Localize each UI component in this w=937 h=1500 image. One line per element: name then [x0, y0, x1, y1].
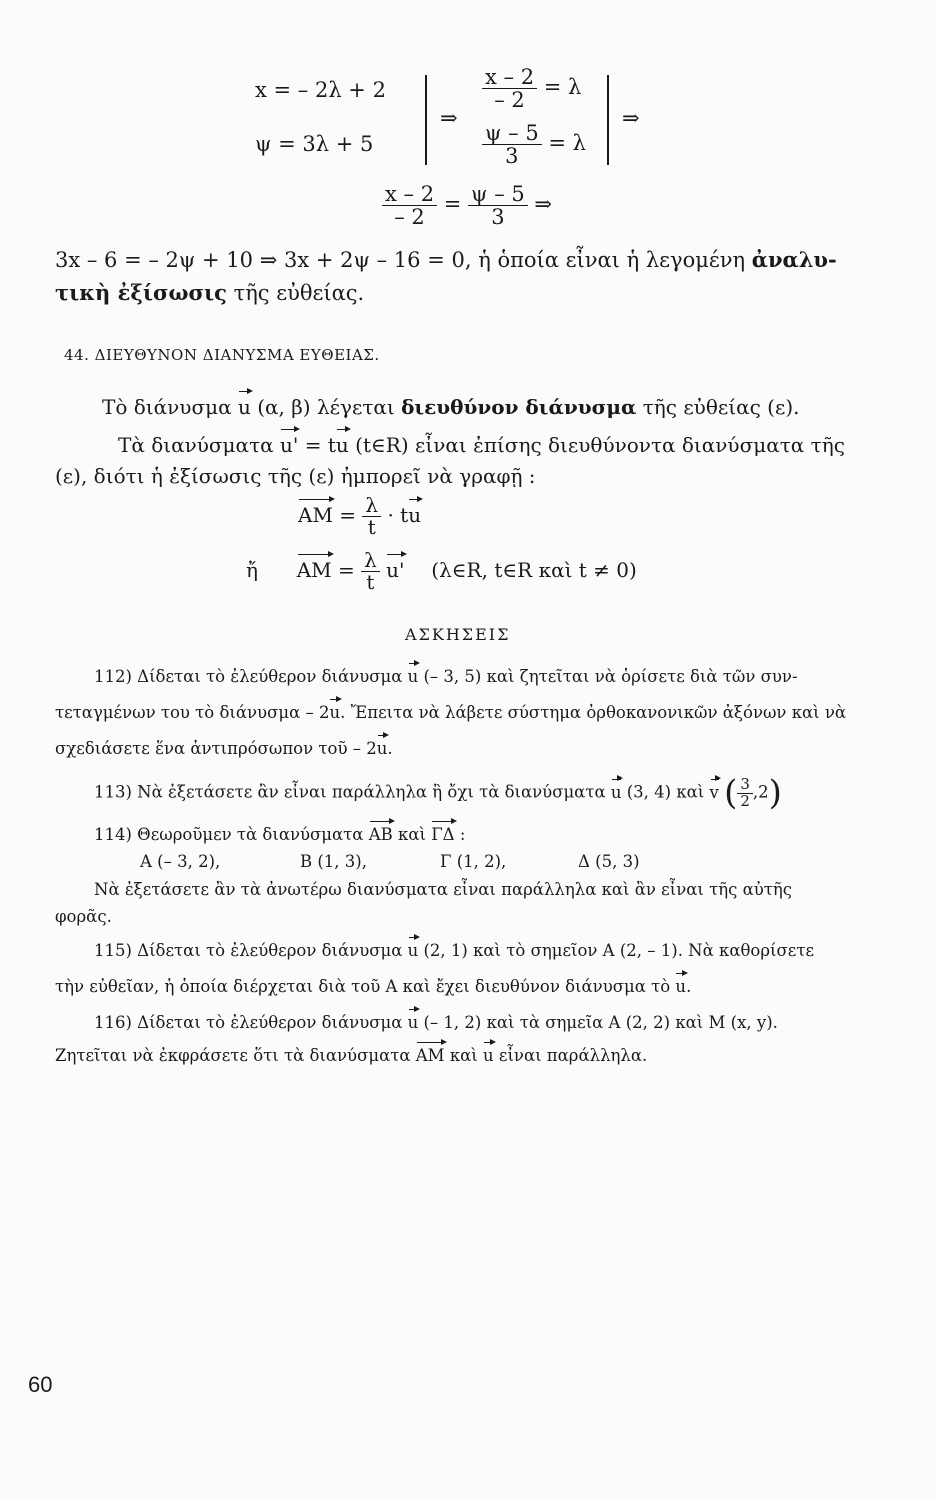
- text: (2, 1) καὶ τὸ σημεῖον A (2, – 1). Νὰ καθορίσετε: [423, 941, 814, 960]
- fraction-y: [482, 122, 586, 167]
- analytic-term-part2: τικὴ ἐξίσωσις: [55, 280, 227, 305]
- equation-y: ψ = 3λ + 5: [255, 132, 374, 156]
- vector-u: u: [408, 503, 422, 527]
- text: (– 3, 5) καὶ ζητεῖται νὰ ὁρίσετε διὰ τῶν συν-: [423, 667, 798, 686]
- system-bracket-right: [607, 75, 609, 165]
- exercise-114-line-1: [94, 825, 465, 844]
- exercise-114-line-3: φορᾶς.: [55, 907, 112, 926]
- exercise-112-line-1: [94, 667, 798, 686]
- text: καὶ: [449, 1046, 478, 1065]
- vector-equation-2: [246, 550, 637, 593]
- text: Ζητεῖται νὰ ἐκφράσετε ὅτι τὰ διανύσματα: [55, 1046, 411, 1065]
- section-heading: 44. ΔΙΕΥΘΥΝΟΝ ΔΙΑΝΥΣΜΑ ΕΥΘΕΙΑΣ.: [64, 346, 380, 364]
- vector-u: u: [407, 941, 419, 960]
- text: . Ἔπειτα νὰ λάβετε σύστημα ὀρθοκανονικῶν ἀξόνων καὶ νὰ: [340, 703, 847, 722]
- combined-den-1: – 2: [394, 205, 425, 230]
- text: (3, 4) καὶ: [626, 782, 705, 802]
- text: (t∈R) εἶναι ἐπίσης διευθύνοντα διανύσματα τῆς: [355, 433, 845, 457]
- cartesian-equation-line-2: [55, 280, 364, 305]
- exercise-112-line-3: [55, 739, 393, 758]
- fraction-x-numerator: x – 2: [482, 66, 537, 89]
- close-paren: ): [768, 773, 782, 813]
- combined-ratio: [382, 183, 552, 228]
- text: τῆς εὐθείας (ε).: [642, 395, 800, 419]
- vector-v: v: [709, 782, 719, 802]
- exercise-114-line-2: Νὰ ἐξετάσετε ἂν τὰ ἀνωτέρω διανύσματα εἶναι παράλληλα καὶ ἂν εἶναι τῆς αὐτῆς: [94, 880, 793, 899]
- text: καὶ: [398, 825, 426, 844]
- vector-u: u: [335, 433, 349, 457]
- vector-u: u: [237, 395, 251, 419]
- text: 112) Δίδεται τὸ ἐλεύθερον διάνυσμα: [94, 667, 403, 686]
- analytic-term-part1: ἀναλυ-: [751, 247, 837, 272]
- equals-lambda-2: = λ: [548, 131, 586, 156]
- text: 115) Δίδεται τὸ ἐλεύθερον διάνυσμα: [94, 941, 403, 960]
- text: σχεδιάσετε ἕνα ἀντιπρόσωπον τοῦ – 2: [55, 739, 377, 758]
- exercises-heading: ΑΣΚΗΣΕΙΣ: [405, 625, 511, 644]
- vector-u: u: [376, 739, 388, 758]
- vector-u: u: [329, 703, 341, 722]
- t: t: [400, 503, 409, 527]
- vector-u: u: [675, 977, 687, 996]
- vector-GD: ΓΔ: [431, 825, 455, 844]
- vector-u-prime: u': [386, 558, 405, 582]
- equation-x: x = – 2λ + 2: [255, 78, 386, 102]
- implies-arrow-2: ⇒: [622, 106, 640, 130]
- defined-term: διευθύνον διάνυσμα: [401, 395, 637, 419]
- lambda: λ: [362, 495, 381, 517]
- of-the-line-text: τῆς εὐθείας.: [233, 281, 365, 305]
- text: Τὸ διάνυσμα: [102, 395, 232, 419]
- implies-arrow-1: ⇒: [440, 106, 458, 130]
- equation-intro-line: (ε), διότι ἡ ἐξίσωσις τῆς (ε) ἠμπορεῖ νὰ γραφῇ :: [55, 464, 536, 488]
- vector-AM: AM: [298, 503, 333, 527]
- exercise-113: [94, 773, 782, 813]
- fraction-x-denominator: – 2: [494, 88, 525, 113]
- or: ἤ: [246, 558, 258, 582]
- text: :: [459, 825, 466, 844]
- equals: =: [337, 558, 355, 582]
- vector-u: u: [407, 1013, 419, 1032]
- text: (– 1, 2) καὶ τὰ σημεῖα A (2, 2) καὶ M (x, y).: [423, 1013, 778, 1032]
- conditions: (λ∈R, t∈R καὶ t ≠ 0): [431, 558, 637, 582]
- combined-num-2: ψ – 5: [468, 183, 528, 206]
- direction-vectors-paragraph: [118, 433, 845, 457]
- exercise-116-line-1: [94, 1013, 778, 1032]
- lambda: λ: [361, 550, 380, 572]
- point-A: A (– 3, 2),: [140, 852, 221, 871]
- text: Τὰ διανύσματα: [118, 433, 274, 457]
- fraction-y-denominator: 3: [505, 144, 519, 169]
- system-bracket-left: [425, 75, 427, 165]
- point-B: B (1, 3),: [300, 852, 367, 871]
- implies-arrow-3: ⇒: [534, 192, 553, 217]
- combined-equals: =: [443, 192, 462, 217]
- cartesian-equation-line: [55, 247, 837, 272]
- definition-paragraph: [102, 395, 799, 419]
- equals-lambda-1: = λ: [543, 75, 582, 100]
- combined-num-1: x – 2: [382, 183, 437, 206]
- vector-equation-1: [298, 495, 421, 538]
- page-number: 60: [28, 1372, 53, 1397]
- t: t: [366, 570, 375, 594]
- vector-u-prime: u': [280, 433, 299, 457]
- vector-u: u: [483, 1046, 494, 1065]
- vector-AM: AM: [296, 558, 332, 582]
- exercise-115-line-2: [55, 977, 691, 996]
- text: ,2: [752, 782, 769, 802]
- equals: =: [339, 503, 357, 527]
- text: 116) Δίδεται τὸ ἐλεύθερον διάνυσμα: [94, 1013, 403, 1032]
- numerator: 3: [737, 777, 753, 794]
- fraction-x: [482, 66, 581, 111]
- t: t: [367, 515, 376, 539]
- text: εἶναι παράλληλα.: [498, 1046, 648, 1065]
- vector-AB: AB: [368, 825, 393, 844]
- text: τεταγμένων του τὸ διάνυσμα – 2: [55, 703, 330, 722]
- point-G: Γ (1, 2),: [440, 852, 507, 871]
- open-paren: (: [724, 773, 738, 813]
- combined-den-2: 3: [491, 205, 505, 230]
- vector-u: u: [407, 667, 419, 686]
- vector-u: u: [610, 782, 622, 802]
- text: .: [387, 739, 393, 758]
- text: (α, β) λέγεται: [257, 395, 395, 419]
- vector-AM: AM: [415, 1046, 445, 1065]
- text: 114) Θεωροῦμεν τὰ διανύσματα: [94, 825, 364, 844]
- cartesian-equation-text: 3x – 6 = – 2ψ + 10 ⇒ 3x + 2ψ – 16 = 0, ἡ ὁποία εἶναι ἡ λεγομένη: [55, 248, 746, 272]
- text: 113) Νὰ ἐξετάσετε ἂν εἶναι παράλληλα ἢ ὄχι τὰ διανύσματα: [94, 782, 606, 802]
- text: = t: [304, 433, 336, 457]
- exercise-112-line-2: [55, 703, 846, 722]
- text: .: [686, 977, 692, 996]
- dot: ·: [387, 503, 394, 527]
- denominator: 2: [740, 791, 750, 810]
- point-D: Δ (5, 3): [578, 852, 640, 871]
- fraction-y-numerator: ψ – 5: [482, 122, 542, 145]
- exercise-116-line-2: [55, 1046, 647, 1065]
- exercise-115-line-1: [94, 941, 814, 960]
- text: τὴν εὐθεῖαν, ἡ ὁποία διέρχεται διὰ τοῦ A καὶ ἔχει διευθύνον διάνυσμα τὸ: [55, 977, 671, 996]
